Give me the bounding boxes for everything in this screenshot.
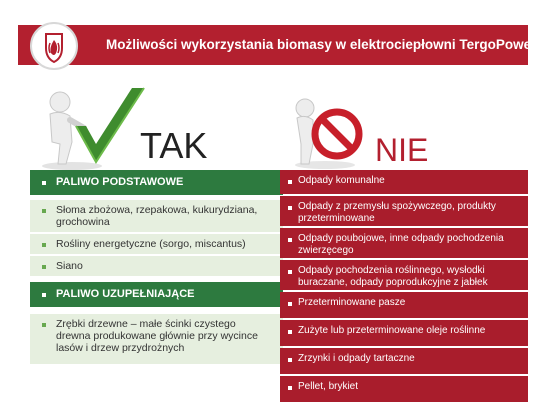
list-item: Odpady z przemysłu spożywczego, produkty przeterminowane: [280, 196, 528, 226]
list-item: Odpady komunalne: [280, 170, 528, 194]
list-item: Pellet, brykiet: [280, 376, 528, 402]
base-fuel-heading: PALIWO PODSTAWOWE: [30, 170, 283, 195]
checkmark-figure-icon: [38, 84, 148, 172]
prohibition-figure-icon: [285, 92, 365, 170]
supplementary-fuel-heading: PALIWO UZUPEŁNIAJĄCE: [30, 282, 283, 307]
list-item: Siano: [30, 256, 283, 276]
list-item: Rośliny energetyczne (sorgo, miscantus): [30, 234, 283, 254]
title-bar: [18, 25, 537, 65]
flame-logo-icon: [30, 22, 78, 70]
list-item: Zrębki drzewne – małe ścinki czystego drewna produkowane głównie przy wycince lasów i drzew przydrożnych: [30, 314, 283, 364]
nie-label: NIE: [375, 132, 429, 168]
list-item: Zużyte lub przeterminowane oleje roślinne: [280, 320, 528, 346]
list-item: Słoma zbożowa, rzepakowa, kukurydziana, grochowina: [30, 200, 283, 232]
list-item: Przeterminowane pasze: [280, 292, 528, 318]
tak-label: TAK: [140, 125, 208, 166]
list-item: Odpady pochodzenia roślinnego, wysłodki buraczane, odpady poprodukcyjne z jabłek: [280, 260, 528, 290]
list-item: Zrzynki i odpady tartaczne: [280, 348, 528, 374]
list-item: Odpady poubojowe, inne odpady pochodzenia zwierzęcego: [280, 228, 528, 258]
page-title: Możliwości wykorzystania biomasy w elektrociepłowni TergoPower: [106, 37, 537, 52]
